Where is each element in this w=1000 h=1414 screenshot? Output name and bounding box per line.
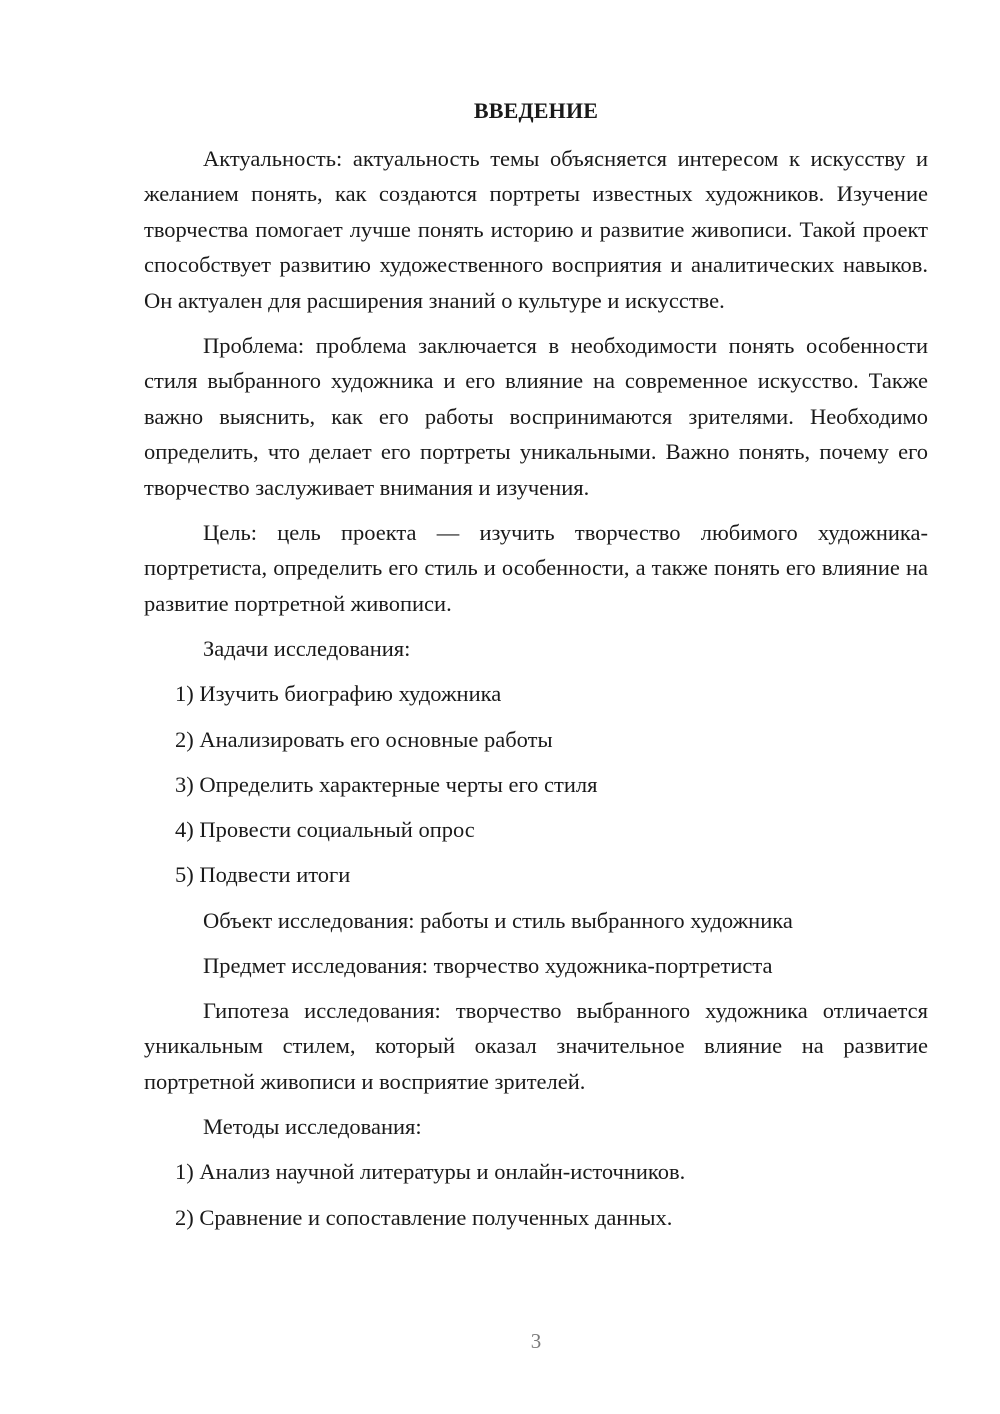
- methods-heading: Методы исследования:: [203, 1114, 422, 1140]
- method-item: 2) Сравнение и сопоставление полученных данных.: [175, 1204, 673, 1230]
- task-item: 1) Изучить биографию художника: [175, 681, 502, 707]
- relevance-paragraph: Актуальность: актуальность темы объясняется интересом к искусству и желанием понять, как создаются портреты известных художников. Изучение творчества помогает лучше понять историю и развитие живописи. Такой проект способствует развитию художественного восприятия и аналитических навыков. Он актуален для расширения знаний о культуре и искусстве.: [144, 146, 928, 313]
- task-item: 3) Определить характерные черты его стиля: [175, 771, 598, 797]
- section-title: ВВЕДЕНИЕ: [473, 98, 599, 123]
- document-body: [144, 141, 928, 1245]
- task-item: 5) Подвести итоги: [175, 862, 351, 888]
- tasks-heading: Задачи исследования:: [203, 636, 411, 662]
- hypothesis-paragraph: Гипотеза исследования: творчество выбранного художника отличается уникальным стилем, который оказал значительное влияние на развитие портретной живописи и восприятие зрителей.: [144, 997, 928, 1094]
- research-object: Объект исследования: работы и стиль выбранного художника: [203, 907, 793, 933]
- method-item: 1) Анализ научной литературы и онлайн-источников.: [175, 1159, 686, 1185]
- task-item: 2) Анализировать его основные работы: [175, 726, 553, 752]
- task-item: 4) Провести социальный опрос: [175, 817, 475, 843]
- research-subject: Предмет исследования: творчество художника-портретиста: [203, 952, 773, 978]
- goal-paragraph: Цель: цель проекта — изучить творчество любимого художника-портретиста, определить его стиль и особенности, а также понять его влияние на развитие портретной живописи.: [144, 520, 928, 616]
- problem-paragraph: Проблема: проблема заключается в необходимости понять особенности стиля выбранного художника и его влияние на современное искусство. Также важно выяснить, как его работы воспринимаются зрителями. Необходимо определить, что делает его портреты уникальными. Важно понять, почему его творчество заслуживает внимания и изучения.: [144, 333, 928, 500]
- page-number: 3: [530, 1329, 542, 1353]
